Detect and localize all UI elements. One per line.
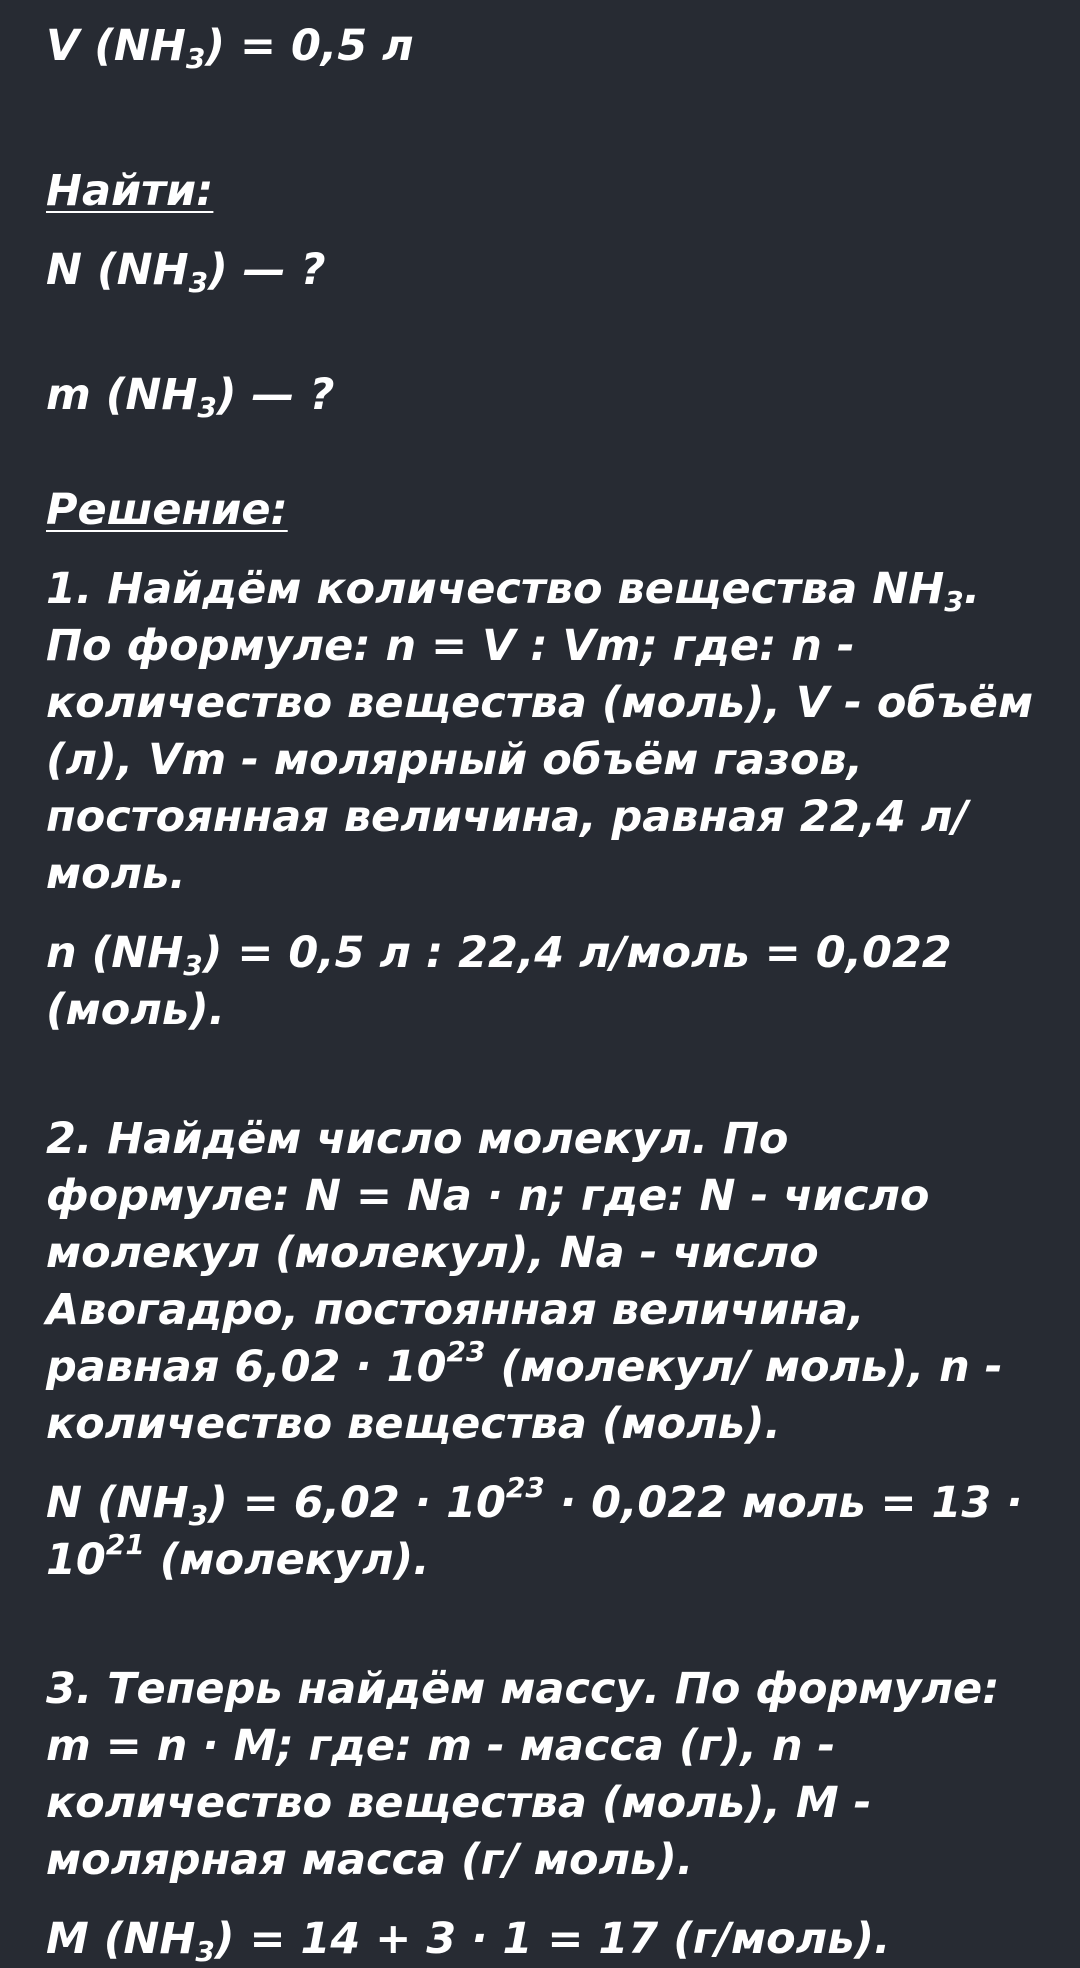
solution-heading: Решение:	[46, 485, 288, 535]
step3-calc-pre: M (NH	[46, 1914, 196, 1964]
step1-calculation	[46, 925, 1046, 1039]
step2-calc-c: · 0,022 моль = 13 · 10	[46, 1478, 1023, 1585]
step1-calc-post: ) = 0,5 л : 22,4 л/моль = 0,022 (моль).	[46, 928, 952, 1035]
given-volume-pre: V (NH	[46, 21, 186, 71]
step2-text-a: 2. Найдём число молекул. По формуле: N = Na · n; где: N - число молекул (молекул), Na - число Авогадро, постоянная величина, равная 6,02 · 10	[46, 1114, 930, 1392]
find-n-pre: N (NH	[46, 245, 189, 295]
step2-calc-b: ) = 6,02 · 10	[208, 1478, 506, 1528]
given-volume-subscript: 3	[185, 42, 206, 75]
step1-calc-pre: n (NH	[46, 928, 184, 978]
step3-text: 3. Теперь найдём массу. По формуле: m = n · M; где: m - масса (г), n - количество вещества (моль), M - молярная масса (г/ моль).	[46, 1664, 1000, 1885]
step3-calculation	[46, 1911, 1046, 1968]
find-m-post: ) — ?	[216, 370, 335, 420]
step3-calc-post: ) = 14 + 3 · 1 = 17 (г/моль).	[214, 1914, 891, 1964]
given-volume-post: ) = 0,5 л	[205, 21, 414, 71]
step1-text	[46, 561, 1046, 903]
step1-text-b: . По формуле: n = V : Vm; где: n - количество вещества (моль), V - объём (л), Vm - молярный объём газов, постоянная величина, равная 22,4 л/моль.	[46, 564, 1034, 899]
step2-text-b: (молекул/ моль), n - количество вещества (моль).	[46, 1342, 1003, 1449]
find-m-subscript: 3	[197, 391, 217, 424]
step2-superscript: 23	[446, 1335, 486, 1368]
step2-calc-superscript-1: 23	[505, 1471, 545, 1504]
step2-calc-subscript: 3	[188, 1499, 209, 1532]
step2-calculation	[46, 1471, 1046, 1589]
step2-text	[46, 1111, 1046, 1453]
find-mass	[46, 367, 1046, 424]
step2-calc-superscript-2: 21	[105, 1528, 145, 1561]
find-heading: Найти:	[46, 166, 214, 216]
solution-document	[46, 18, 1046, 1968]
find-n-post: ) — ?	[208, 245, 326, 295]
step1-text-a: 1. Найдём количество вещества NH	[46, 564, 945, 614]
step3-calc-subscript: 3	[195, 1935, 215, 1968]
find-n-subscript: 3	[188, 266, 209, 299]
step1-calc-subscript: 3	[183, 949, 203, 982]
find-molecule-count	[46, 242, 1046, 299]
step2-calc-d: (молекул).	[144, 1535, 430, 1585]
step1-subscript: 3	[944, 585, 964, 618]
step2-calc-a: N (NH	[46, 1478, 189, 1528]
given-volume	[46, 18, 1046, 75]
find-m-pre: m (NH	[46, 370, 198, 420]
